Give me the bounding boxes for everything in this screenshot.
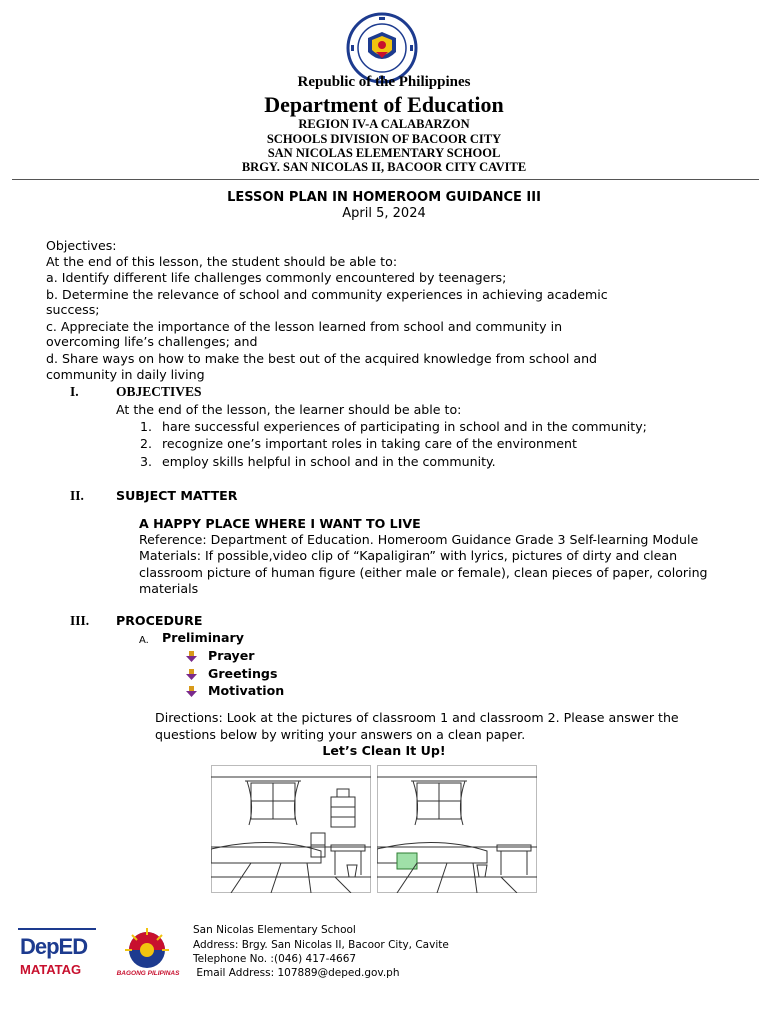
matatag-logo-text: MATATAG — [20, 962, 82, 977]
arrow-bullet-icon — [186, 686, 197, 697]
department-name: Department of Education — [264, 92, 504, 117]
footer-address: Address: Brgy. San Nicolas II, Bacoor City, Cavite — [193, 939, 449, 951]
list-number: 2. — [140, 436, 153, 451]
bullet-greetings: Greetings — [208, 666, 278, 681]
footer-email: Email Address: 107889@deped.gov.ph — [193, 967, 400, 979]
document-title: LESSON PLAN IN HOMEROOM GUIDANCE III — [227, 190, 541, 205]
list-number: 1. — [140, 419, 153, 434]
materials-text: Materials: If possible,video clip of “Kapaligiran” with lyrics, pictures of dirty and clean — [139, 548, 678, 563]
section-heading-procedure: PROCEDURE — [116, 613, 203, 628]
section-heading-subject-matter: SUBJECT MATTER — [116, 488, 238, 503]
objective-line: d. Share ways on how to make the best out of the acquired knowledge from school and — [46, 351, 598, 366]
objective-line: b. Determine the relevance of school and community experiences in achieving academic — [46, 287, 608, 302]
list-number: 3. — [140, 454, 153, 469]
section-heading-objectives: OBJECTIVES — [116, 384, 202, 399]
list-item: employ skills helpful in school and in the community. — [162, 454, 496, 469]
arrow-bullet-icon — [186, 669, 197, 680]
footer-telephone: Telephone No. :(046) 417-4667 — [193, 953, 357, 965]
footer-school-name: San Nicolas Elementary School — [193, 924, 356, 936]
bagong-pilipinas-emblem-icon — [120, 926, 174, 970]
list-item: hare successful experiences of participating in school and in the community; — [162, 419, 647, 434]
list-item: recognize one’s important roles in taking care of the environment — [162, 436, 577, 451]
objective-line: community in daily living — [46, 367, 205, 382]
bagong-pilipinas-logo — [110, 926, 186, 982]
deped-logo-text: DepED — [20, 934, 88, 959]
reference-text: Reference: Department of Education. Homeroom Guidance Grade 3 Self-learning Module — [139, 532, 699, 547]
classroom-2-picture — [377, 765, 537, 893]
arrow-bullet-icon — [186, 651, 197, 662]
document-date: April 5, 2024 — [342, 206, 426, 221]
directions-text: Directions: Look at the pictures of classroom 1 and classroom 2. Please answer the — [155, 710, 679, 725]
directions-text: questions below by writing your answers on a clean paper. — [155, 727, 526, 742]
address-line: BRGY. SAN NICOLAS II, BACOOR CITY CAVITE — [241, 160, 527, 174]
header-divider — [12, 179, 759, 180]
objective-line: a. Identify different life challenges commonly encountered by teenagers; — [46, 270, 507, 285]
materials-text: classroom picture of human figure (either male or female), clean pieces of paper, coloring — [139, 565, 708, 580]
bullet-motivation: Motivation — [208, 683, 285, 698]
region-line: REGION IV-A CALABARZON — [298, 117, 470, 131]
objectives-lead: At the end of this lesson, the student should be able to: — [46, 254, 398, 269]
lesson-topic: A HAPPY PLACE WHERE I WANT TO LIVE — [139, 516, 421, 531]
materials-text: materials — [139, 581, 199, 596]
sub-letter: A. — [139, 635, 149, 646]
sub-heading-preliminary: Preliminary — [162, 630, 244, 645]
deped-matatag-logo — [18, 928, 96, 982]
school-line: SAN NICOLAS ELEMENTARY SCHOOL — [267, 146, 501, 160]
objectives-heading: Objectives: — [46, 238, 117, 253]
division-line: SCHOOLS DIVISION OF BACOOR CITY — [266, 132, 502, 146]
objective-line: overcoming life’s challenges; and — [46, 334, 258, 349]
bagong-pilipinas-text: BAGONG PILIPINAS — [116, 970, 180, 977]
section-lead: At the end of the lesson, the learner should be able to: — [116, 402, 462, 417]
classroom-1-picture — [211, 765, 371, 893]
section-numeral: II. — [70, 488, 84, 503]
section-numeral: III. — [70, 613, 90, 628]
objective-line: success; — [46, 302, 100, 317]
bullet-prayer: Prayer — [208, 648, 255, 663]
objective-line: c. Appreciate the importance of the lesson learned from school and community in — [46, 319, 563, 334]
activity-title: Let’s Clean It Up! — [322, 743, 446, 758]
section-numeral: I. — [70, 384, 79, 399]
republic-line: Republic of the Philippines — [297, 74, 471, 90]
